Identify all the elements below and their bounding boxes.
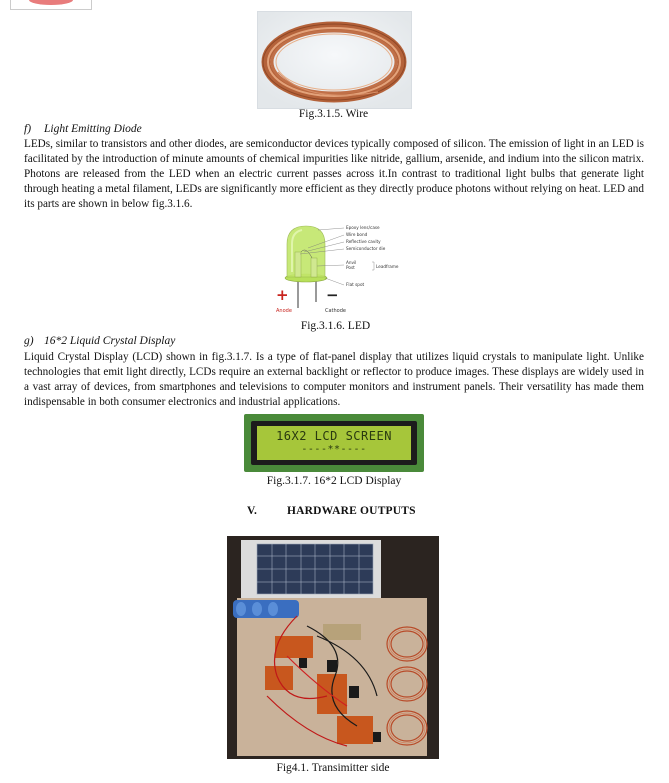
label-leadframe: Leadframe — [376, 264, 399, 269]
lcd-line-1: 16X2 LCD SCREEN — [276, 429, 392, 443]
label-epoxy: Epoxy lens/case — [346, 225, 380, 230]
led-figure-caption: Fig.3.1.6. LED — [300, 320, 371, 332]
hardware-section-number: V. — [247, 505, 258, 517]
lcd-section-body: Liquid Crystal Display (LCD) shown in fig.3.1.7. Is a type of flat-panel display that utilizes liquid crystals to manipulate light. Unlike technologies that emit light directly, LCDs require an external backlight or reflector to produce images. These displays are widely used in a vast array of devices, from smartphones and televisions to computer monitors and instrument panels. Their versatility has made them indispensable in both consumer electronics and industrial applications. — [24, 351, 644, 408]
led-section-letter: f) — [24, 123, 32, 135]
led-section-heading — [24, 123, 142, 135]
lcd-screen — [257, 426, 411, 460]
label-post: Post — [346, 265, 355, 270]
transmitter-figure-caption: Fig4.1. Transimitter side — [276, 762, 390, 774]
lcd-figure-caption: Fig.3.1.7. 16*2 LCD Display — [266, 475, 402, 487]
lcd-line-2: ----**---- — [301, 444, 367, 455]
label-wire-bond: Wire bond — [346, 232, 368, 237]
led-section-title: Light Emitting Diode — [44, 123, 142, 135]
label-cavity: Reflective cavity — [346, 239, 381, 244]
hardware-section-heading — [247, 505, 416, 517]
top-logo-fragment — [10, 0, 92, 10]
wire-image — [257, 11, 412, 109]
lcd-bezel — [251, 421, 417, 465]
lcd-section-title: 16*2 Liquid Crystal Display — [44, 335, 176, 347]
label-anvil: Anvil — [346, 260, 357, 265]
lcd-section-letter: g) — [24, 335, 34, 347]
led-section-body: LEDs, similar to transistors and other diodes, are semiconductor devices typically composed of silicon. The emission of light in an LED is facilitated by the introduction of minute amounts of chemical impurities like nitride, gallium, arsenide, and indium into the silicon matrix. Photons are released from the LED when an electric current passes across it.In contrast to traditional light bulbs that generate light through heating a metal filament, LEDs are significantly more efficient as they directly produce photons without relying on heat. LED and its parts are shown in below fig.3.1.6. — [24, 138, 644, 210]
label-anode: Anode — [276, 308, 292, 314]
cathode-minus-sign: − — [326, 286, 339, 304]
label-die: Semiconductor die — [346, 246, 386, 251]
lcd-display-image — [244, 414, 424, 472]
led-diagram — [268, 222, 403, 318]
lcd-section-heading — [24, 335, 175, 347]
hardware-section-title: HARDWARE OUTPUTS — [287, 505, 416, 517]
anode-plus-sign: + — [276, 286, 289, 304]
label-cathode: Cathode — [325, 308, 346, 314]
transmitter-photo — [227, 536, 439, 759]
label-flat-spot: Flat spot — [346, 282, 365, 287]
wire-figure-caption: Fig.3.1.5. Wire — [298, 108, 369, 120]
